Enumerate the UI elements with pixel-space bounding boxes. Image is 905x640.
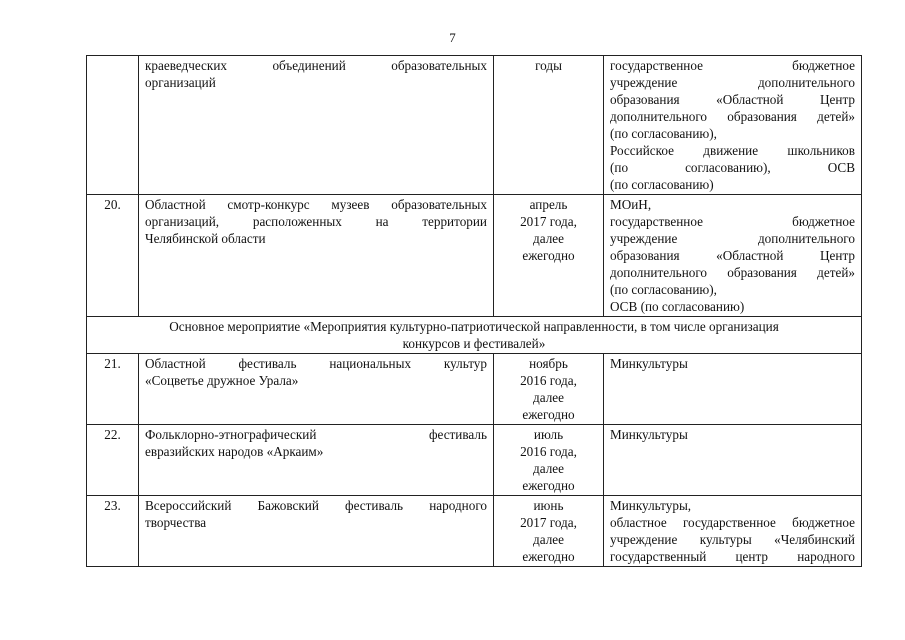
event-dates: ноябрь 2016 года, далее ежегодно — [494, 354, 604, 425]
event-name-line: Всероссийский Бажовский фестиваль народного — [145, 498, 487, 513]
responsible-party-line: образования «Областной Центр — [610, 248, 855, 263]
row-number: 21. — [87, 354, 139, 425]
responsible-party-line: Минкультуры — [610, 427, 688, 442]
section-heading-body — [87, 317, 862, 354]
row-number: 22. — [87, 425, 139, 496]
section-row — [87, 317, 862, 354]
responsible-party — [604, 195, 862, 317]
events-table — [86, 55, 862, 567]
responsible-party-line: (по согласованию), — [610, 282, 717, 297]
responsible-party — [604, 496, 862, 567]
responsible-party-line: учреждение культуры «Челябинский — [610, 532, 855, 547]
event-name-line: евразийских народов «Аркаим» — [145, 444, 324, 459]
event-name — [139, 354, 494, 425]
responsible-party-line: государственное бюджетное — [610, 214, 855, 229]
responsible-party-line: областное государственное бюджетное — [610, 515, 855, 530]
responsible-party-line: Минкультуры, — [610, 498, 692, 513]
event-name-line: Челябинской области — [145, 231, 266, 246]
responsible-party-line: дополнительного образования детей» — [610, 265, 855, 280]
responsible-party — [604, 354, 862, 425]
event-name-line: организаций, расположенных на территории — [145, 214, 487, 229]
event-name-line: краеведческих объединений образовательных — [145, 58, 487, 73]
event-dates: июнь 2017 года, далее ежегодно — [494, 496, 604, 567]
table-row — [87, 354, 862, 425]
responsible-party-line: учреждение дополнительного — [610, 231, 855, 246]
row-number: 23. — [87, 496, 139, 567]
event-name — [139, 425, 494, 496]
event-name — [139, 56, 494, 195]
responsible-party-line: ОСВ (по согласованию) — [610, 299, 745, 314]
responsible-party-line: (по согласованию), ОСВ — [610, 160, 855, 175]
responsible-party-line: МОиН, — [610, 197, 652, 212]
event-name-line: Фольклорно-этнографический фестиваль — [145, 427, 487, 442]
event-name-line: организаций — [145, 75, 216, 90]
responsible-party-line: Минкультуры — [610, 356, 688, 371]
responsible-party-line: Российское движение школьников — [610, 143, 855, 158]
event-name-line: «Соцветье дружное Урала» — [145, 373, 299, 388]
responsible-party-line: учреждение дополнительного — [610, 75, 855, 90]
event-name-line: Областной смотр-конкурс музеев образовательных — [145, 197, 487, 212]
row-number — [87, 56, 139, 195]
section-heading-line-2: конкурсов и фестивалей» — [402, 336, 546, 351]
table-row — [87, 195, 862, 317]
responsible-party-line: (по согласованию) — [610, 177, 714, 192]
event-dates: годы — [494, 56, 604, 195]
page-number: 7 — [449, 30, 456, 45]
section-heading-line-1: Основное мероприятие «Мероприятия культурно-патриотической направленности, в том числе организация — [169, 319, 779, 334]
table-row — [87, 496, 862, 567]
event-dates: апрель 2017 года, далее ежегодно — [494, 195, 604, 317]
event-dates: июль 2016 года, далее ежегодно — [494, 425, 604, 496]
events-table-body-top — [87, 56, 862, 317]
section-heading — [87, 317, 862, 354]
responsible-party-line: государственное бюджетное — [610, 58, 855, 73]
table-row — [87, 425, 862, 496]
table-row — [87, 56, 862, 195]
row-number: 20. — [87, 195, 139, 317]
responsible-party — [604, 425, 862, 496]
responsible-party-line: образования «Областной Центр — [610, 92, 855, 107]
event-name-line: Областной фестиваль национальных культур — [145, 356, 487, 371]
responsible-party-line: государственный центр народного — [610, 549, 855, 564]
event-name — [139, 195, 494, 317]
event-name — [139, 496, 494, 567]
events-table-body-bottom — [87, 354, 862, 567]
responsible-party-line: дополнительного образования детей» — [610, 109, 855, 124]
responsible-party-line: (по согласованию), — [610, 126, 717, 141]
event-name-line: творчества — [145, 515, 207, 530]
responsible-party — [604, 56, 862, 195]
